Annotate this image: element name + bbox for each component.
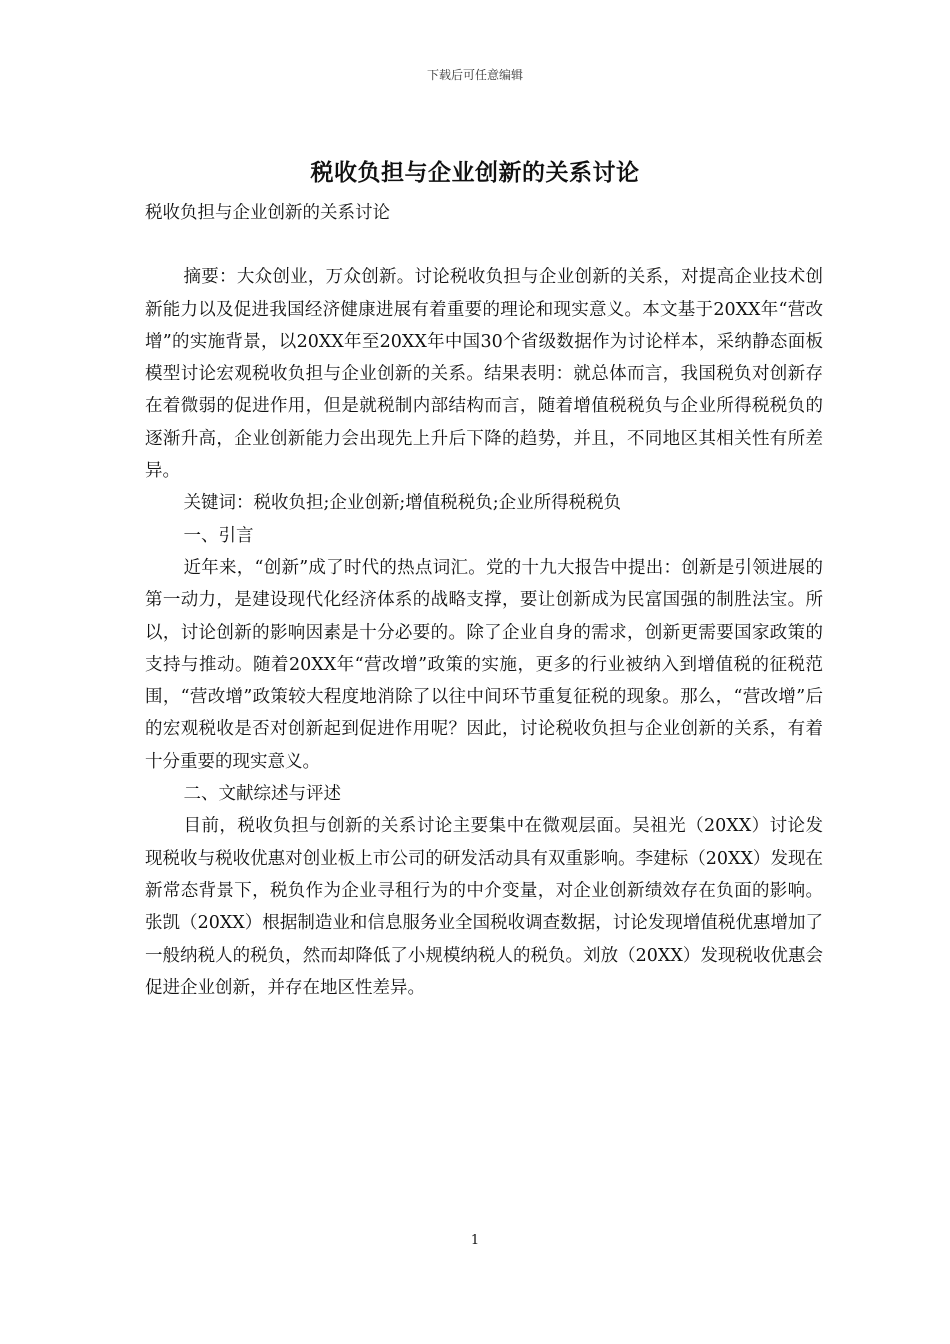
section-heading-literature-review: 二、文献综述与评述 <box>183 784 341 805</box>
keywords-line: 关键词：税收负担;企业创新;增值税税负;企业所得税税负 <box>183 493 622 514</box>
literature-review-paragraph: 目前，税收负担与创新的关系讨论主要集中在微观层面。吴祖光（20XX）讨论发现税收与税收优惠对创业板上市公司的研发活动具有双重影响。李建标（20XX）发现在新常态背景下，税负作为企业寻租行为的中介变量，对企业创新绩效存在负面的影响。张凯（20XX）根据制造业和信息服务业全国税收调查数据，讨论发现增值税优惠增加了一般纳税人的税负，然而却降低了小规模纳税人的税负。刘放（20XX）发现税收优惠会促进企业创新，并存在地区性差异。 <box>145 816 823 998</box>
document-title: 税收负担与企业创新的关系讨论 <box>310 159 640 186</box>
section-heading-introduction: 一、引言 <box>183 525 254 546</box>
document-body <box>145 197 823 1004</box>
blank-line <box>145 229 823 261</box>
abstract-paragraph: 摘要：大众创业，万众创新。讨论税收负担与企业创新的关系，对提高企业技术创新能力以及促进我国经济健康进展有着重要的理论和现实意义。本文基于20XX年“营改增”的实施背景，以20XX年至20XX年中国30个省级数据作为讨论样本，采纳静态面板模型讨论宏观税收负担与企业创新的关系。结果表明：就总体而言，我国税负对创新存在着微弱的促进作用，但是就税制内部结构而言，随着增值税税负与企业所得税税负的逐渐升高，企业创新能力会出现先上升后下降的趋势，并且，不同地区其相关性有所差异。 <box>145 267 823 482</box>
introduction-paragraph: 近年来，“创新”成了时代的热点词汇。党的十九大报告中提出：创新是引领进展的第一动力，是建设现代化经济体系的战略支撑，要让创新成为民富国强的制胜法宝。所以，讨论创新的影响因素是十分必要的。除了企业自身的需求，创新更需要国家政策的支持与推动。随着20XX年“营改增”政策的实施，更多的行业被纳入到增值税的征税范围，“营改增”政策较大程度地消除了以往中间环节重复征税的现象。那么，“营改增”后的宏观税收是否对创新起到促进作用呢？因此，讨论税收负担与企业创新的关系，有着十分重要的现实意义。 <box>145 557 823 772</box>
subtitle: 税收负担与企业创新的关系讨论 <box>145 203 390 223</box>
page-number: 1 <box>470 1233 480 1248</box>
header-note: 下载后可任意编辑 <box>426 68 523 82</box>
